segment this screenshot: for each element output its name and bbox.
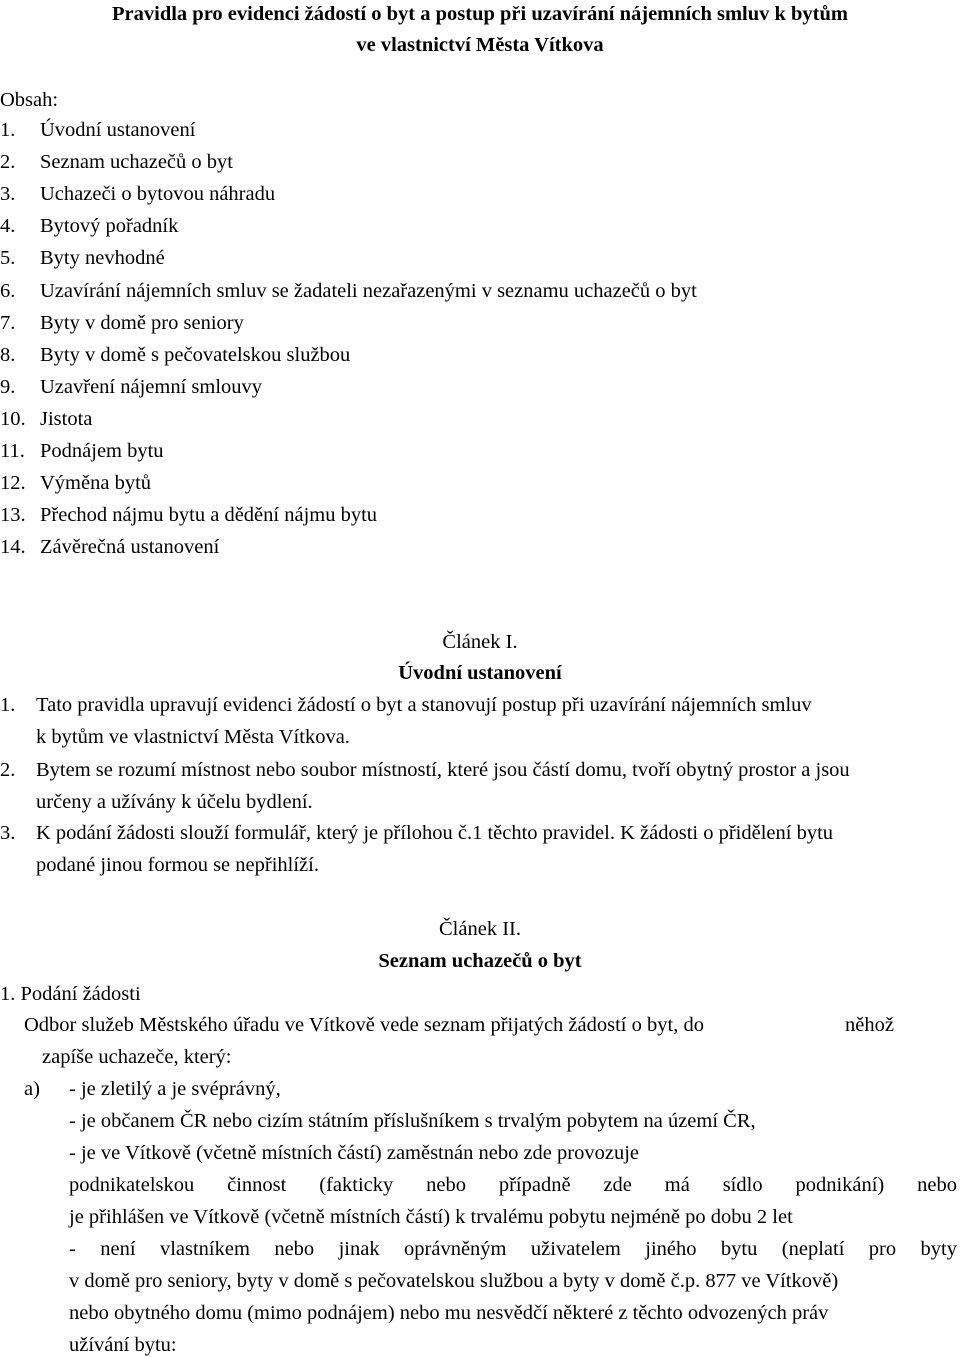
condition-a-line-1: - je zletilý a je svéprávný,	[69, 1078, 281, 1100]
toc-item-text: Uzavření nájemní smlouvy	[40, 375, 263, 398]
article-1-item-3-line-1: K podání žádosti slouží formulář, který je přílohou č.1 těchto pravidel. K žádosti o přidělení bytu	[36, 822, 834, 844]
article-1-item-1-line-2: k bytům ve vlastnictví Města Vítkova.	[36, 726, 350, 748]
article-2-subsection-1: 1. Podání žádosti	[0, 983, 141, 1005]
toc-item-number: 1.	[0, 119, 16, 141]
toc-item-number: 5.	[0, 247, 16, 270]
toc-item-number: 10.	[0, 407, 26, 430]
article-2-intro-line-1-end: něhož	[845, 1014, 894, 1036]
article-2-intro-line-1: Odbor služeb Městského úřadu ve Vítkově vede seznam přijatých žádostí o byt, do	[24, 1014, 704, 1036]
toc-item-number: 13.	[0, 504, 26, 527]
toc-item-number: 12.	[0, 472, 26, 495]
article-1-item-2-number: 2.	[0, 759, 16, 781]
toc-item-number: 11.	[0, 440, 25, 462]
condition-a-line-9: užívání bytu:	[69, 1334, 177, 1356]
condition-a-label: a)	[24, 1078, 40, 1100]
toc-item-text: Byty v domě pro seniory	[40, 311, 244, 334]
article-1-item-1-number: 1.	[0, 694, 16, 716]
condition-a-line-2: - je občanem ČR nebo cizím státním příslušníkem s trvalým pobytem na území ČR,	[69, 1110, 756, 1132]
toc-heading: Obsah:	[0, 89, 59, 111]
toc-item-text: Výměna bytů	[40, 472, 152, 495]
toc-item-number: 8.	[0, 343, 16, 366]
toc-item-text: Jistota	[40, 407, 93, 430]
article-1-item-2-line-2: určeny a užívány k účelu bydlení.	[36, 791, 313, 813]
toc-item-number: 2.	[0, 151, 16, 174]
toc-item-text: Uchazeči o bytovou náhradu	[40, 183, 276, 206]
toc-item-text: Přechod nájmu bytu a dědění nájmu bytu	[40, 504, 378, 527]
toc-item-text: Byty nevhodné	[40, 247, 165, 270]
condition-a-line-5: je přihlášen ve Vítkově (včetně místních částí) k trvalému pobytu nejméně po dobu 2 let	[69, 1206, 793, 1228]
toc-item-number: 6.	[0, 279, 16, 302]
toc-item-number: 14.	[0, 536, 26, 559]
condition-a-line-4: podnikatelskou činnost (fakticky nebo případně zde má sídlo podnikání) nebo	[69, 1174, 957, 1196]
article-1-item-2-line-1: Bytem se rozumí místnost nebo soubor místností, které jsou částí domu, tvoří obytný prostor a jsou	[36, 759, 850, 781]
toc-item-text: Závěrečná ustanovení	[40, 536, 220, 559]
toc-item-number: 7.	[0, 311, 16, 334]
article-1-item-3-number: 3.	[0, 822, 16, 844]
toc-item-text: Seznam uchazečů o byt	[40, 151, 233, 174]
toc-item-number: 9.	[0, 375, 16, 398]
toc-item-text: Byty v domě s pečovatelskou službou	[40, 343, 351, 366]
toc-item-number: 3.	[0, 183, 16, 206]
article-2-intro-line-2: zapíše uchazeče, který:	[42, 1046, 232, 1068]
toc-item-text: Podnájem bytu	[40, 440, 164, 462]
toc-item-text: Uzavírání nájemních smluv se žadateli nezařazenými v seznamu uchazečů o byt	[40, 279, 697, 302]
article-2-heading: Seznam uchazečů o byt	[378, 950, 582, 972]
article-1-label: Článek I.	[442, 631, 518, 653]
toc-item-number: 4.	[0, 215, 16, 238]
condition-a-line-8: nebo obytného domu (mimo podnájem) nebo mu nesvědčí některé z těchto odvozených práv	[69, 1302, 829, 1324]
condition-a-line-6: - není vlastníkem nebo jinak oprávněným uživatelem jiného bytu (neplatí pro byty	[69, 1238, 957, 1260]
article-1-item-3-line-2: podané jinou formou se nepřihlíží.	[36, 854, 319, 876]
toc-item-text: Úvodní ustanovení	[40, 119, 196, 141]
document-title-line2: ve vlastnictví Města Vítkova	[356, 34, 604, 56]
condition-a-line-3: - je ve Vítkově (včetně místních částí) zaměstnán nebo zde provozuje	[69, 1142, 639, 1164]
article-1-heading: Úvodní ustanovení	[398, 662, 562, 684]
document-title-line1: Pravidla pro evidenci žádostí o byt a postup při uzavírání nájemních smluv k bytům	[112, 3, 848, 25]
article-1-item-1-line-1: Tato pravidla upravují evidenci žádostí o byt a stanovují postup při uzavírání nájemních smluv	[36, 694, 812, 716]
article-2-label: Článek II.	[439, 918, 521, 940]
toc-item-text: Bytový pořadník	[40, 215, 179, 238]
condition-a-line-7: v domě pro seniory, byty v domě s pečovatelskou službou a byty v domě č.p. 877 ve Vítkově)	[69, 1270, 839, 1292]
